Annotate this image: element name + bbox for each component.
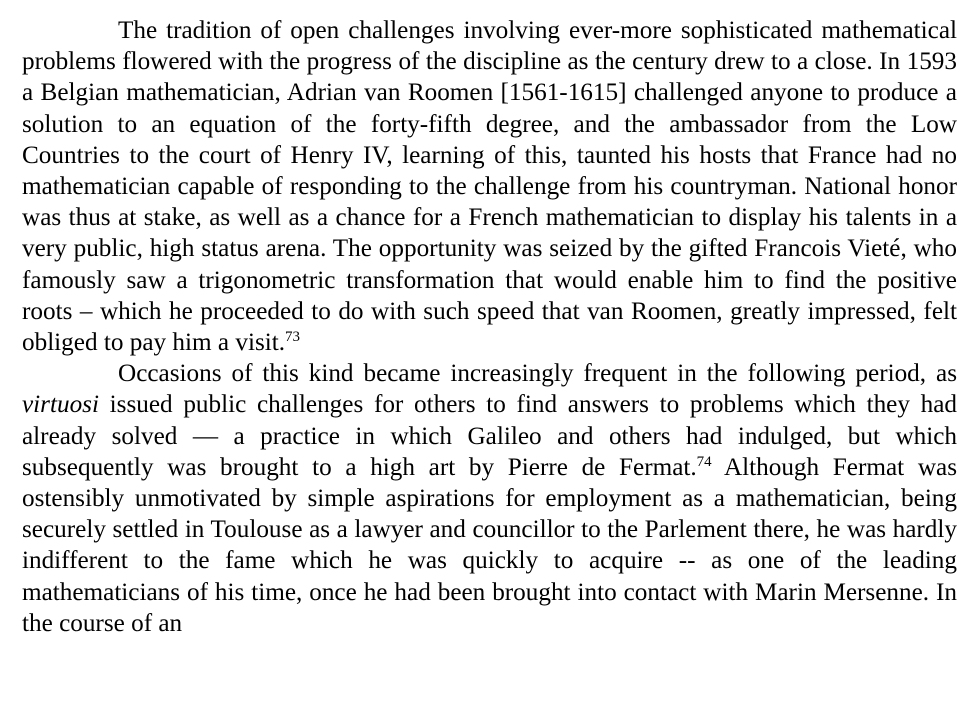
paragraph-2-text-end: Although Fermat was ostensibly unmotivated by simple aspirations for employment as a mathematician, being securely settled in Toulouse as a lawyer and councillor to the Parlement there, he was hardly indifferent to the fame which he was quickly to acquire -- as one of the leading mathematicians of his time, once he had been brought into contact with Marin Mersenne. In the course of an: [22, 453, 957, 637]
paragraph-2-text-start: Occasions of this kind became increasingly frequent in the following period, as: [118, 360, 957, 388]
footnote-ref-74: 74: [696, 453, 712, 470]
paragraph-2: [22, 358, 957, 639]
footnote-ref-73: 73: [285, 329, 301, 346]
paragraph-1: [22, 15, 957, 358]
paragraph-2-text-middle: issued public challenges for others to find answers to problems which they had already solved — a practice in which Galileo and others had indulged, but which subsequently was brought to a high art by Pierre de Fermat.: [22, 391, 957, 481]
paragraph-1-text: The tradition of open challenges involving ever-more sophisticated mathematical problems flowered with the progress of the discipline as the century drew to a close. In 1593 a Belgian mathematician, Adrian van Roomen [1561-1615] challenged anyone to produce a solution to an equation of the forty-fifth degree, and the ambassador from the Low Countries to the court of Henry IV, learning of this, taunted his hosts that France had no mathematician capable of responding to the challenge from his countryman. National honor was thus at stake, as well as a chance for a French mathematician to display his talents in a very public, high status arena. The opportunity was seized by the gifted Francois Vieté, who famously saw a trigonometric transformation that would enable him to find the positive roots – which he proceeded to do with such speed that van Roomen, greatly impressed, felt obliged to pay him a visit.: [22, 17, 957, 357]
italic-term: virtuosi: [22, 391, 99, 419]
